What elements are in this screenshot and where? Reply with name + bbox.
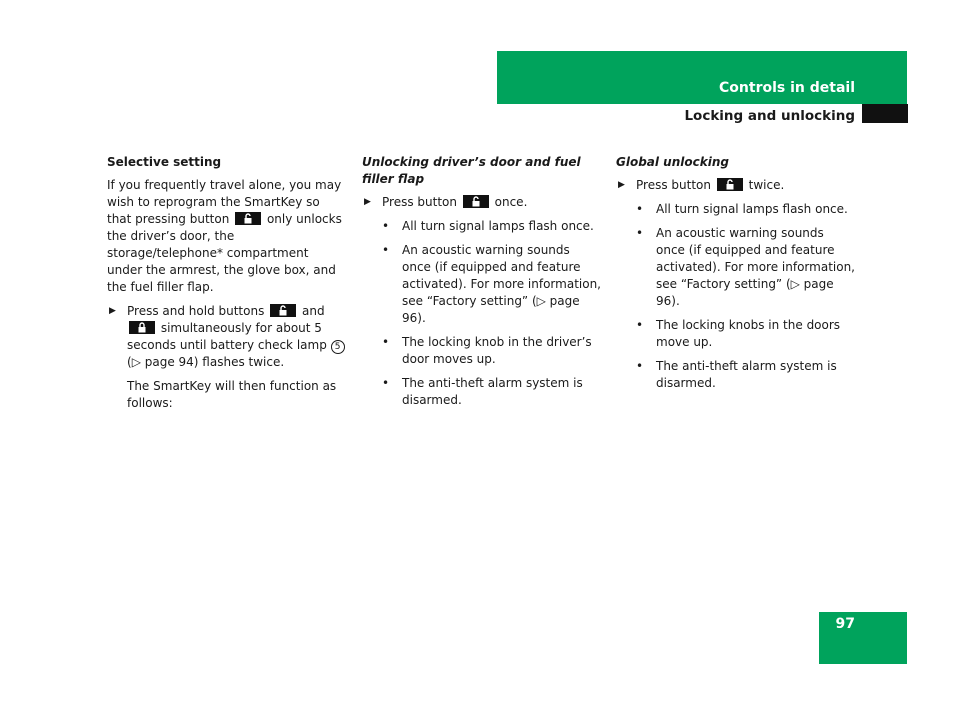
list-item: • All turn signal lamps flash once. xyxy=(636,202,848,216)
page-number-box xyxy=(819,612,907,664)
column-global-unlock xyxy=(616,154,856,399)
list-item: • The locking knobs in the doors move up. xyxy=(636,318,841,349)
page-number: 97 xyxy=(835,616,855,632)
unlock-key-icon xyxy=(235,212,261,225)
intro-paragraph: If you frequently travel alone, you may wish to reprogram the SmartKey so that pressing button only unlocks the driver’s door, the storage/telephone* compartment under the armrest, the glove box, and the fuel filler flap. xyxy=(107,178,342,294)
section-header-bar xyxy=(497,51,907,104)
triangle-right-icon: ▶ xyxy=(618,180,625,190)
lock-key-icon xyxy=(129,321,155,334)
page-reference-link[interactable]: page 94) flashes twice. xyxy=(144,355,285,369)
unlock-key-icon xyxy=(463,195,489,208)
list-item: • An acoustic warning sounds once (if equipped and feature activated). For more information, see “Factory setting” (▷ page 96). xyxy=(636,226,855,308)
page-ref-arrow-icon: ▷ xyxy=(131,355,141,369)
step-press-once: ▶ Press button once. xyxy=(364,195,528,209)
step-press-hold: ▶ Press and hold buttons and simultaneously for about 5 seconds until battery check lamp 5 (▷ page 94) flashes twice. The SmartKey will then function as follows: xyxy=(107,303,347,412)
followup-text: The SmartKey will then function as follows: xyxy=(127,379,337,410)
list-item: • The locking knob in the driver’s door moves up. xyxy=(382,335,592,366)
list-item: • The anti-theft alarm system is disarmed. xyxy=(382,376,583,407)
list-item: • All turn signal lamps flash once. xyxy=(382,219,594,233)
list-item: • An acoustic warning sounds once (if equipped and feature activated). For more information, see “Factory setting” (▷ page 96). xyxy=(382,243,601,325)
section-title: Controls in detail xyxy=(719,80,855,96)
heading-selective-setting: Selective setting xyxy=(107,155,222,169)
column-driver-door-unlock xyxy=(362,154,602,416)
unlock-key-icon xyxy=(717,178,743,191)
triangle-right-icon: ▶ xyxy=(109,306,116,316)
triangle-right-icon: ▶ xyxy=(364,197,371,207)
chapter-tab xyxy=(862,104,908,123)
unlock-key-icon xyxy=(270,304,296,317)
subsection-title: Locking and unlocking xyxy=(684,108,855,124)
column-selective-setting xyxy=(107,154,347,419)
heading-driver-door-unlock: Unlocking driver’s door and fuel filler flap xyxy=(362,155,581,186)
step-press-twice: ▶ Press button twice. xyxy=(618,178,785,192)
list-item: • The anti-theft alarm system is disarmed. xyxy=(636,359,837,390)
lamp-reference-number: 5 xyxy=(331,340,345,354)
heading-global-unlock: Global unlocking xyxy=(616,155,729,169)
